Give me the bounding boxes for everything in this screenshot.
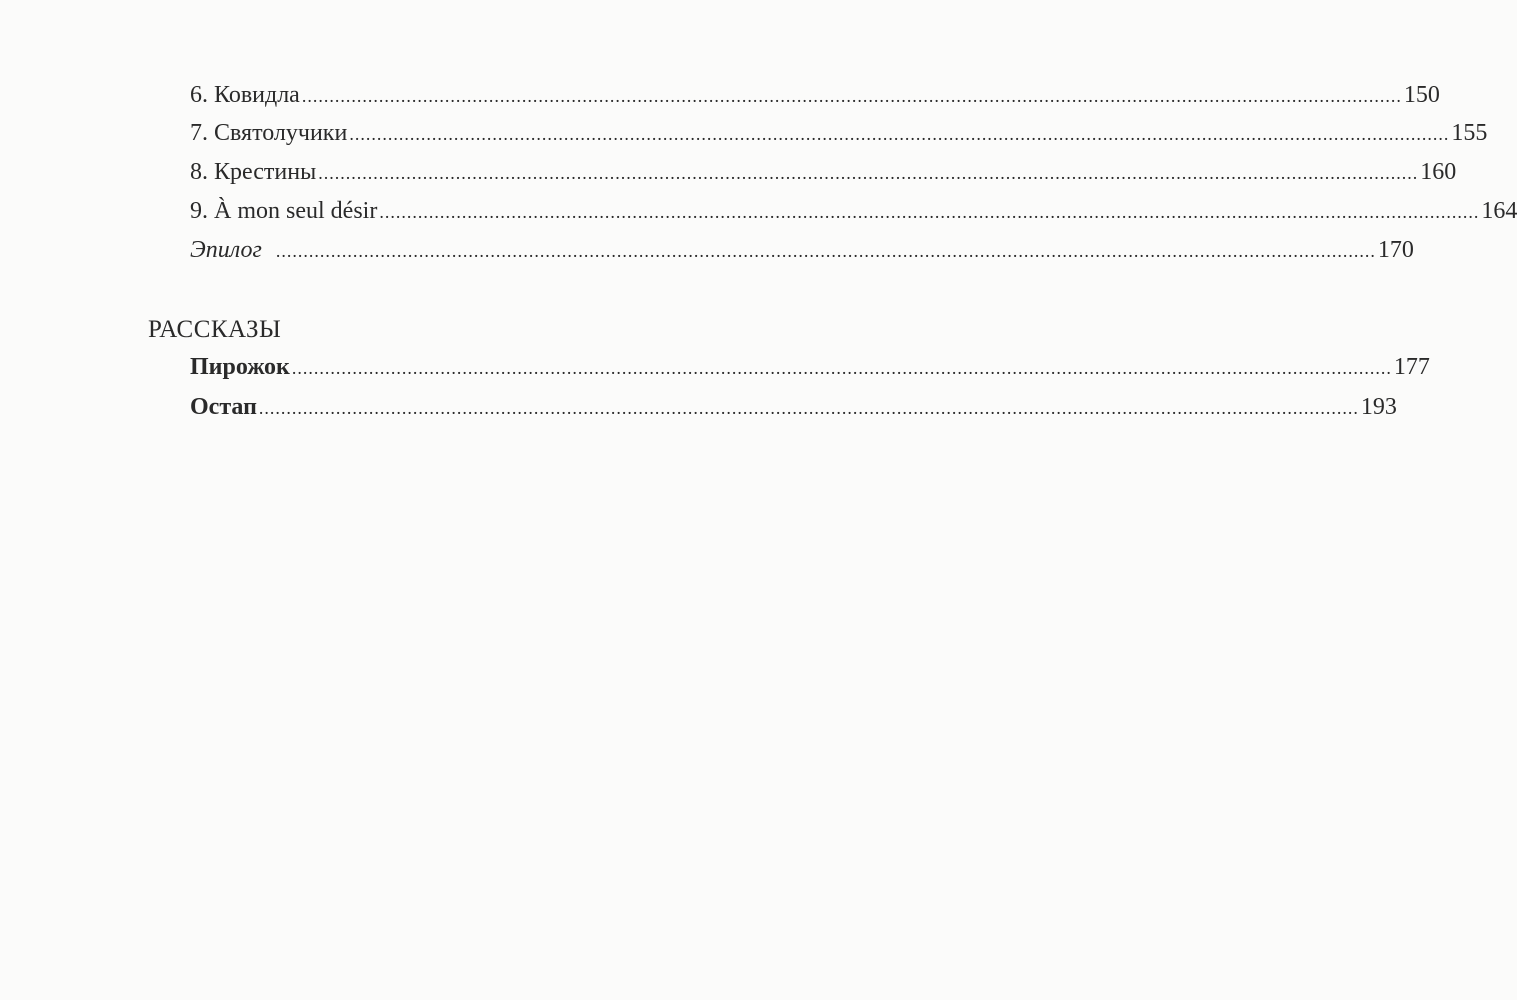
toc-entry-title: Остап: [190, 394, 257, 420]
dot-leader: ........................................................................................................................................................................................................: [349, 124, 1450, 144]
toc-entry-title: Эпилог: [190, 237, 262, 263]
toc-entry-title: 8. Крестины: [190, 159, 317, 185]
toc-entry-title: Пирожок: [190, 354, 290, 380]
dot-leader: ........................................................................................................................................................................................................: [275, 241, 1376, 261]
toc-entry-title: 9. À mon seul désir: [190, 198, 378, 224]
toc-entry-page-number: 177: [1393, 354, 1430, 380]
toc-entry-story-2: [190, 392, 1397, 422]
dot-leader: ........................................................................................................................................................................................................: [379, 202, 1480, 222]
toc-entry-chapter-6: [190, 80, 1440, 110]
dot-leader: ........................................................................................................................................................................................................: [301, 86, 1402, 106]
toc-entry-page-number: 193: [1360, 394, 1397, 420]
toc-entry-chapter-7: [190, 118, 1488, 148]
toc-entry-epilogue: [190, 235, 1414, 265]
toc-entry-story-1: [190, 352, 1430, 382]
toc-entry-page-number: 155: [1451, 120, 1488, 146]
toc-entry-page-number: 150: [1403, 82, 1440, 108]
toc-entry-title: 7. Святолучики: [190, 120, 348, 146]
toc-entry-chapter-8: [190, 157, 1457, 187]
dot-leader: ........................................................................................................................................................................................................: [258, 398, 1359, 418]
toc-entry-page-number: 164: [1481, 198, 1517, 224]
toc-entry-chapter-9: [190, 196, 1517, 226]
section-heading-stories: РАССКАЗЫ: [148, 316, 282, 343]
toc-entry-page-number: 160: [1420, 159, 1457, 185]
dot-leader: ........................................................................................................................................................................................................: [291, 358, 1392, 378]
dot-leader: ........................................................................................................................................................................................................: [318, 163, 1419, 183]
toc-entry-title: 6. Ковидла: [190, 82, 300, 108]
toc-entry-page-number: 170: [1377, 237, 1414, 263]
